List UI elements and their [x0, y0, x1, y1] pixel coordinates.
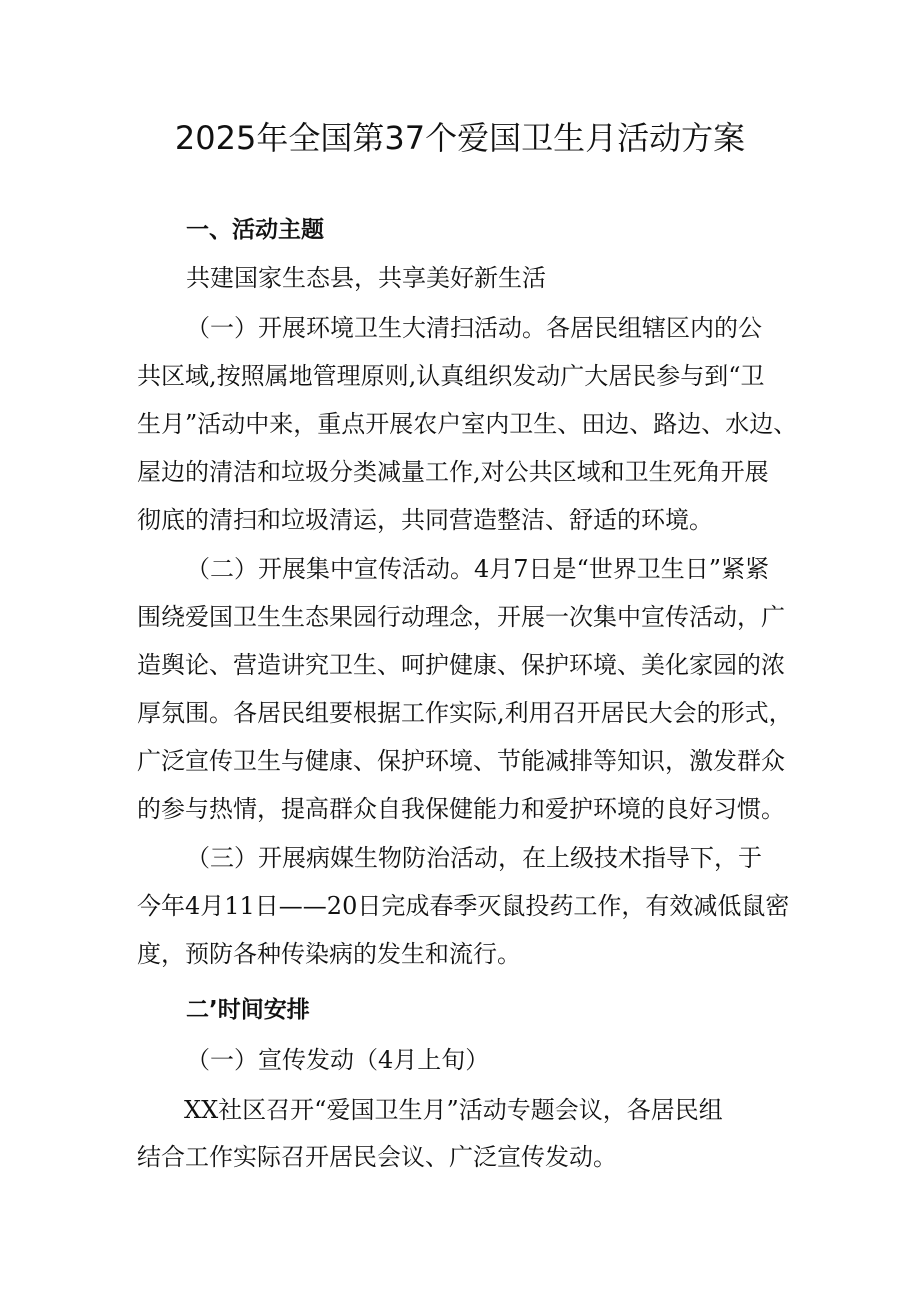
schedule-para-line-2: 结合工作实际召开居民会议、广泛宣传发动。 [137, 1143, 617, 1171]
para3-line-3: 度，预防各种传染病的发生和流行。 [137, 940, 521, 968]
para2-line-3: 造舆论、营造讲究卫生、呵护健康、保护环境、美化家园的浓 [137, 651, 785, 679]
para1-line-2: 共区域,按照属地管理原则,认真组织发动广大居民参与到“卫 [137, 362, 765, 390]
para3-line-1: （三）开展病媒生物防治活动，在上级技术指导下，于 [186, 844, 762, 872]
para2-line-5: 广泛宣传卫生与健康、保护环境、节能减排等知识，激发群众 [137, 747, 785, 775]
para3-line-2: 今年4月11日——20日完成春季灭鼠投药工作，有效减低鼠密 [137, 892, 790, 920]
document-title: 2025年全国第37个爱国卫生月活动方案 [174, 119, 746, 157]
para2-line-6: 的参与热情，提高群众自我保健能力和爱护环境的良好习惯。 [137, 795, 785, 823]
schedule-sub-heading-1: （一）宣传发动（4月上旬） [186, 1046, 490, 1074]
theme-text: 共建国家生态县，共享美好新生活 [186, 264, 546, 292]
section-heading-theme: 一、活动主题 [186, 217, 324, 243]
schedule-para-line-1: XX社区召开“爱国卫生月”活动专题会议，各居民组 [184, 1096, 723, 1124]
para1-line-3: 生月”活动中来，重点开展农户室内卫生、田边、路边、水边、 [137, 410, 798, 438]
para2-line-2: 围绕爱国卫生生态果园行动理念，开展一次集中宣传活动，广 [137, 603, 785, 631]
para1-line-5: 彻底的清扫和垃圾清运，共同营造整洁、舒适的环境。 [137, 506, 713, 534]
para2-line-1: （二）开展集中宣传活动。4月7日是“世界卫生日”紧紧 [186, 555, 770, 583]
para2-line-4: 厚氛围。各居民组要根据工作实际,利用召开居民大会的形式， [137, 699, 793, 727]
para1-line-4: 屋边的清洁和垃圾分类减量工作,对公共区域和卫生死角开展 [137, 458, 769, 486]
section-heading-schedule: 二’时间安排 [186, 997, 310, 1023]
para1-line-1: （一）开展环境卫生大清扫活动。各居民组辖区内的公 [186, 314, 762, 342]
